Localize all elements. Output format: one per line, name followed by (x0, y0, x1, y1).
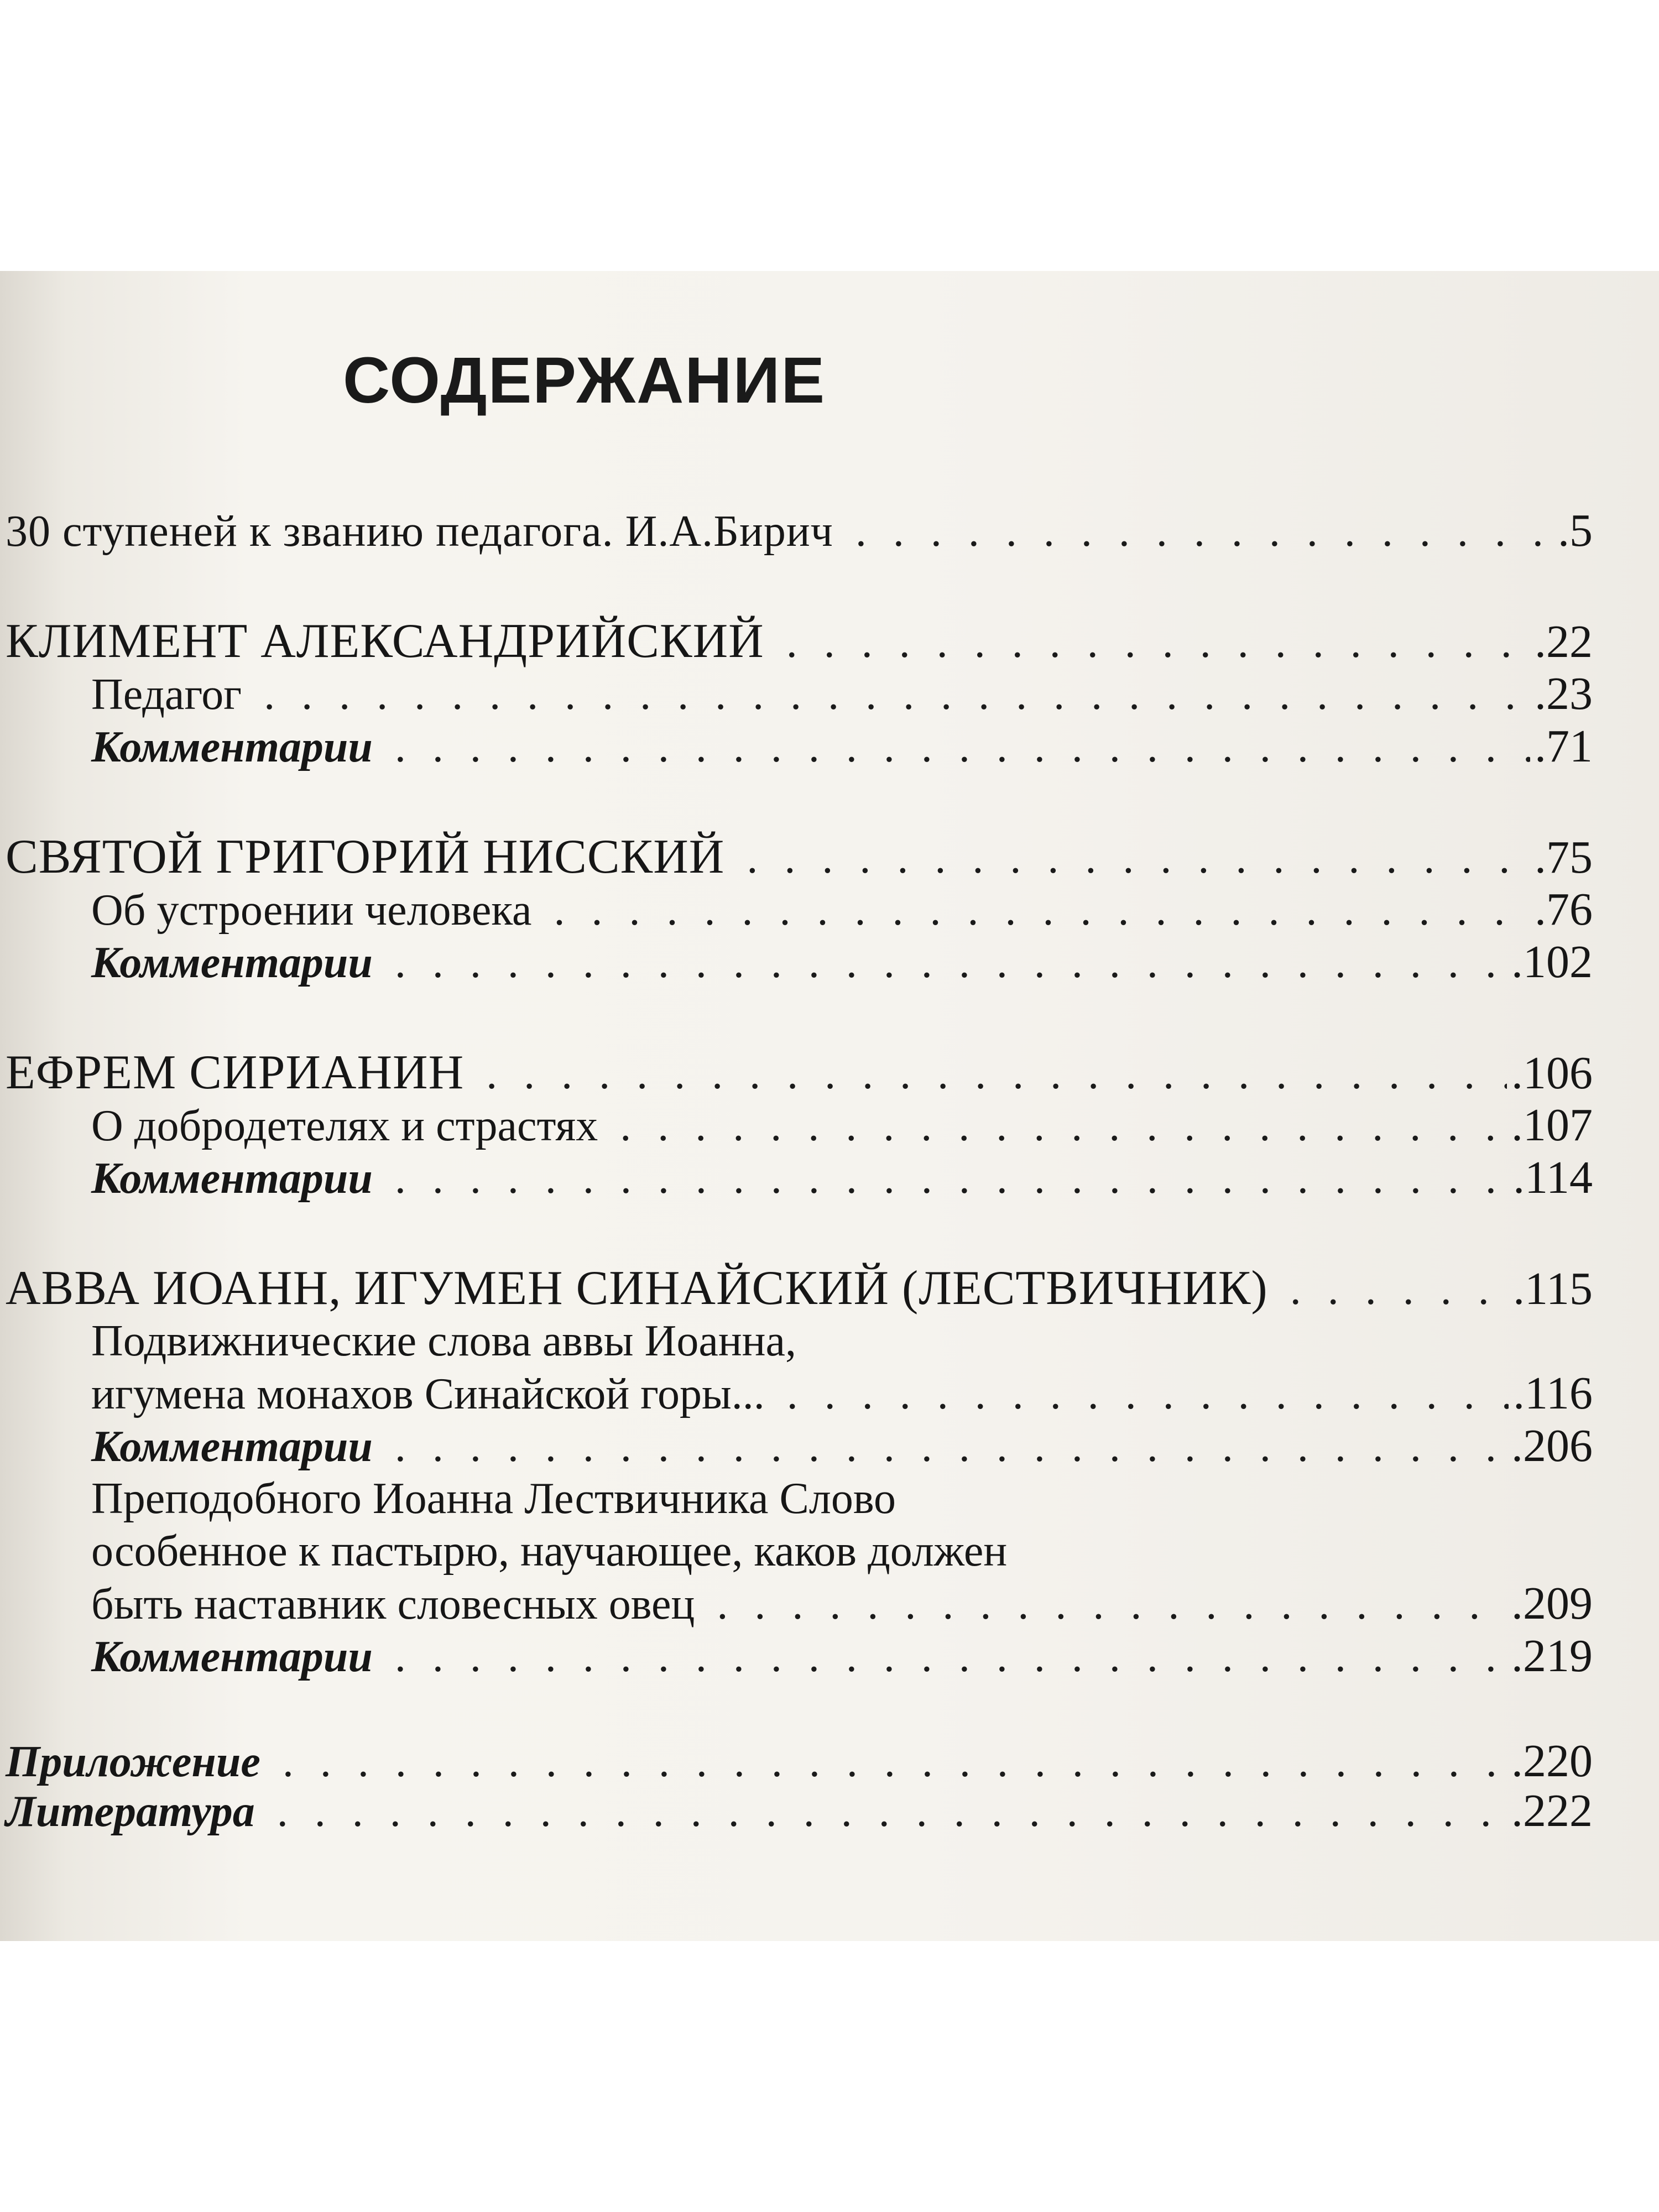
toc-entry-title: Педагог (91, 670, 242, 719)
toc-entry-literature (0, 1783, 1593, 1839)
dot-leader (554, 883, 1530, 938)
toc-page-number: .107 (1511, 1099, 1593, 1151)
toc-page-number: .222 (1511, 1785, 1593, 1837)
toc-section-title: АВВА ИОАНН, ИГУМЕН СИНАЙСКИЙ (ЛЕСТВИЧНИК) (6, 1261, 1268, 1315)
toc-entry-title-line: особенное к пастырю, научающее, каков должен (91, 1527, 1008, 1575)
toc-entry-title: Приложение (6, 1738, 260, 1786)
toc-entry-intro (0, 503, 1593, 559)
toc-page-number: .23 (1535, 668, 1593, 719)
dot-leader (283, 1734, 1507, 1790)
toc-entry-comments (0, 719, 1593, 774)
dot-leader (787, 1366, 1509, 1422)
dot-leader (264, 667, 1530, 722)
toc-section-ephrem (0, 1045, 1593, 1100)
toc-entry-comments (0, 1150, 1593, 1206)
toc-page-number: .219 (1511, 1630, 1593, 1682)
dot-leader (395, 1629, 1507, 1684)
toc-entry-pedagogue (0, 666, 1593, 722)
toc-entry-comments (0, 1629, 1593, 1684)
toc-page-number: .76 (1535, 884, 1593, 935)
book-page (0, 271, 1659, 1941)
toc-page-number: .75 (1535, 832, 1593, 883)
dot-leader (395, 1419, 1507, 1474)
toc-page-number: .106 (1511, 1047, 1593, 1099)
toc-page-number: .220 (1511, 1735, 1593, 1787)
dot-leader (620, 1098, 1507, 1154)
toc-section-title: ЕФРЕМ СИРИАНИН (6, 1046, 465, 1099)
dot-leader (786, 615, 1530, 670)
toc-entry-title: Комментарии (91, 1154, 373, 1203)
toc-page-number: .71 (1535, 721, 1593, 772)
toc-section-title: СВЯТОЙ ГРИГОРИЙ НИССКИЙ (6, 830, 725, 884)
toc-entry-virtues-passions (0, 1098, 1593, 1153)
dot-leader (395, 935, 1507, 990)
toc-section-title: КЛИМЕНТ АЛЕКСАНДРИЙСКИЙ (6, 614, 764, 668)
toc-page-number: .114 (1513, 1152, 1593, 1203)
toc-entry-title: игумена монахов Синайской горы... (91, 1370, 765, 1418)
toc-section-clement (0, 614, 1593, 669)
toc-entry-comments (0, 935, 1593, 990)
toc-section-john-climacus (0, 1261, 1593, 1316)
toc-page-number: .116 (1513, 1368, 1593, 1419)
toc-entry-appendix (0, 1734, 1593, 1789)
dot-leader (1290, 1262, 1509, 1317)
toc-entry-title: 30 ступеней к званию педагога. И.А.Бирич (6, 507, 833, 556)
toc-section-gregory (0, 830, 1593, 885)
toc-entry-title-line: Преподобного Иоанна Лествичника Слово (91, 1474, 896, 1523)
toc-entry-comments (0, 1418, 1593, 1474)
toc-entry-title: Комментарии (91, 1632, 373, 1681)
toc-entry-title: Комментарии (91, 723, 373, 771)
toc-page-number: .115 (1513, 1263, 1593, 1314)
page-title: СОДЕРЖАНИЕ (343, 344, 826, 417)
toc-page-number: .209 (1511, 1578, 1593, 1629)
toc-entry-title: быть наставник словесных овец (91, 1580, 695, 1629)
toc-page-number: .22 (1535, 616, 1593, 667)
toc-entry-title: О добродетелях и страстях (91, 1102, 598, 1150)
toc-entry-word-to-pastor (0, 1576, 1593, 1631)
dot-leader (717, 1577, 1507, 1632)
toc-page-number: .102 (1511, 936, 1593, 988)
toc-entry-title-line: Подвижнические слова аввы Иоанна, (91, 1317, 796, 1365)
toc-page-number: .5 (1558, 505, 1593, 556)
dot-leader (395, 1151, 1509, 1206)
toc-entry-title: Комментарии (91, 1422, 373, 1471)
toc-entry-ascetic-words (0, 1366, 1593, 1421)
dot-leader (855, 504, 1553, 559)
toc-entry-title: Литература (6, 1787, 255, 1836)
toc-page-number: .206 (1511, 1420, 1593, 1472)
dot-leader (747, 831, 1530, 886)
toc-entry-title: Об устроении человека (91, 886, 532, 935)
toc-entry-making-of-man (0, 882, 1593, 937)
dot-leader (486, 1046, 1507, 1102)
toc-entry-title: Комментарии (91, 938, 373, 987)
dot-leader (395, 719, 1530, 775)
dot-leader (277, 1784, 1507, 1839)
